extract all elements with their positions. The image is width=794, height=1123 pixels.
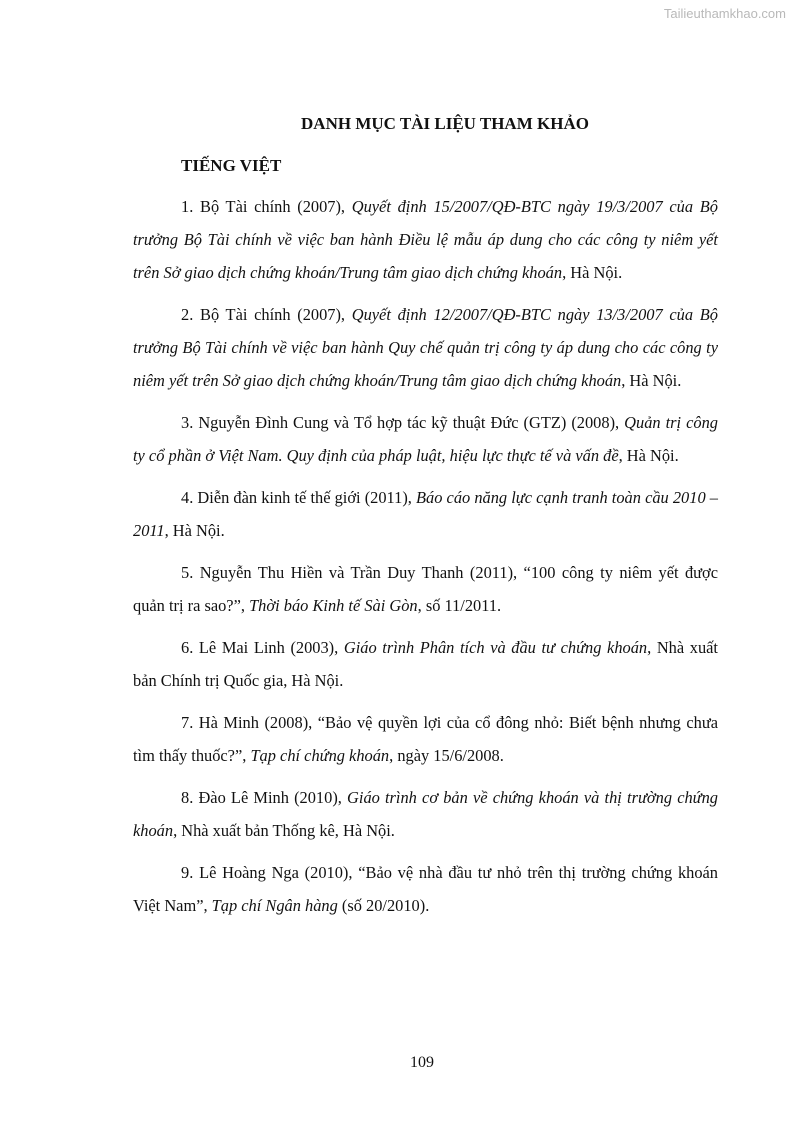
- reference-item-5: [133, 556, 718, 622]
- reference-title: Báo cáo năng lực cạnh tranh toàn cầu 2010 – 2011: [133, 488, 718, 540]
- reference-text: 4. Diễn đàn kinh tế thế giới (2011),: [181, 488, 417, 507]
- watermark: Tailieuthamkhao.com: [663, 6, 786, 21]
- reference-text: 7. Hà Minh (2008), “Bảo vệ quyền lợi của cổ đông nhỏ: Biết bệnh nhưng chưa tìm thấy thuốc?”,: [133, 713, 718, 765]
- reference-list: [133, 190, 718, 931]
- reference-text: , Hà Nội.: [562, 263, 623, 282]
- reference-text: 1. Bộ Tài chính (2007),: [181, 197, 352, 216]
- reference-item-7: [133, 706, 718, 772]
- reference-text: , Hà Nội.: [621, 371, 682, 390]
- page-number: 109: [410, 1054, 434, 1071]
- reference-text: , Hà Nội.: [164, 521, 225, 540]
- page-title: DANH MỤC TÀI LIỆU THAM KHẢO: [301, 114, 589, 133]
- reference-title: Quản trị công ty cổ phần ở Việt Nam. Quy định của pháp luật, hiệu lực thực tế và vấn đề: [133, 413, 719, 465]
- reference-title: Giáo trình cơ bản về chứng khoán và thị trường chứng khoán: [133, 788, 718, 840]
- reference-title: Tạp chí Ngân hàng: [211, 896, 338, 915]
- reference-text: , Hà Nội.: [618, 446, 679, 465]
- reference-item-6: [133, 631, 718, 697]
- reference-item-2: [133, 298, 718, 397]
- reference-text: , số 11/2011.: [417, 596, 502, 615]
- reference-title: Quyết định 15/2007/QĐ-BTC ngày 19/3/2007 của Bộ trưởng Bộ Tài chính về việc ban hành Điều lệ mẫu áp dung cho các công ty niêm yết trên Sở giao dịch chứng khoán/Trung tâm giao dịch chứng khoán: [133, 197, 718, 282]
- reference-title: Giáo trình Phân tích và đầu tư chứng khoán: [343, 638, 648, 657]
- reference-item-1: [133, 190, 718, 289]
- reference-text: 6. Lê Mai Linh (2003),: [181, 638, 344, 657]
- reference-item-9: [133, 856, 718, 922]
- section-heading: TIẾNG VIỆT: [181, 156, 282, 175]
- reference-text: , Nhà xuất bản Thống kê, Hà Nội.: [173, 821, 395, 840]
- reference-item-4: [133, 481, 718, 547]
- reference-text: 8. Đào Lê Minh (2010),: [181, 788, 348, 807]
- reference-item-8: [133, 781, 718, 847]
- reference-title: Thời báo Kinh tế Sài Gòn: [249, 596, 418, 615]
- reference-text: (số 20/2010).: [337, 896, 430, 915]
- reference-text: , ngày 15/6/2008.: [389, 746, 504, 765]
- reference-text: 9. Lê Hoàng Nga (2010), “Bảo vệ nhà đầu tư nhỏ trên thị trường chứng khoán Việt Nam”,: [133, 863, 718, 915]
- reference-text: , Nhà xuất bản Chính trị Quốc gia, Hà Nội.: [133, 638, 718, 690]
- reference-text: 2. Bộ Tài chính (2007),: [181, 305, 352, 324]
- reference-text: 5. Nguyễn Thu Hiền và Trần Duy Thanh (2011), “100 công ty niêm yết được quản trị ra sao?”,: [133, 563, 718, 615]
- reference-text: 3. Nguyễn Đình Cung và Tổ hợp tác kỹ thuật Đức (GTZ) (2008),: [181, 413, 625, 432]
- reference-title: Tạp chí chứng khoán: [250, 746, 390, 765]
- reference-item-3: [133, 406, 718, 472]
- reference-title: Quyết định 12/2007/QĐ-BTC ngày 13/3/2007 của Bộ trưởng Bộ Tài chính về việc ban hành Quy chế quản trị công ty áp dung cho các công ty niêm yết trên Sở giao dịch chứng khoán/Trung tâm giao dịch chứng khoán: [133, 305, 718, 390]
